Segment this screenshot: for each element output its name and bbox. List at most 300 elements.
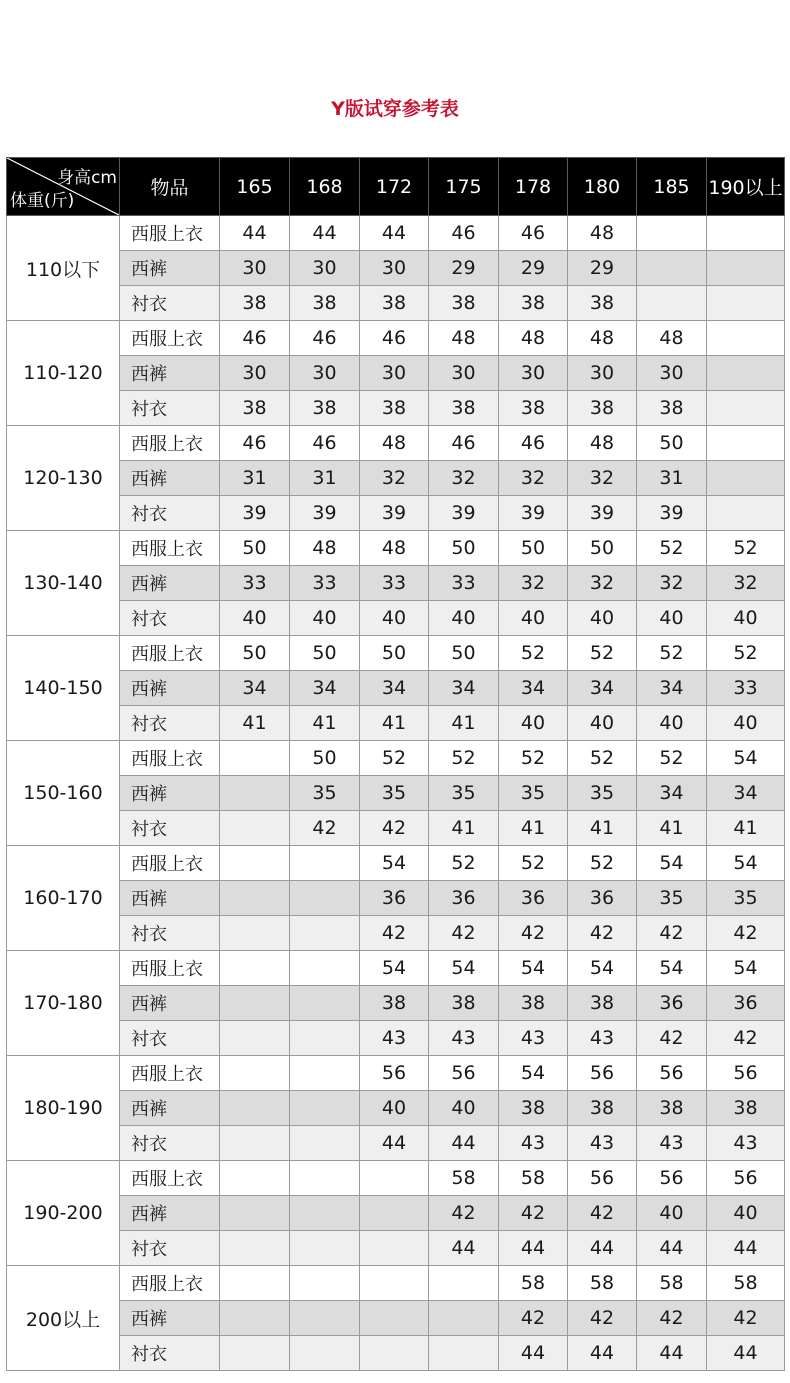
item-name-cell: 衬衣 <box>120 1126 220 1161</box>
item-name-cell: 西服上衣 <box>120 1266 220 1301</box>
table-row <box>7 1231 785 1266</box>
size-value-cell: 42 <box>499 1196 568 1231</box>
table-row <box>7 671 785 706</box>
size-value-cell: 38 <box>499 286 568 321</box>
size-value-cell: 30 <box>290 251 360 286</box>
size-value-cell: 48 <box>568 321 637 356</box>
size-value-cell: 42 <box>429 1196 499 1231</box>
size-value-cell: 35 <box>429 776 499 811</box>
size-value-cell: 41 <box>707 811 785 846</box>
size-value-cell: 42 <box>360 811 429 846</box>
size-value-cell: 52 <box>637 741 707 776</box>
item-name-cell: 西裤 <box>120 251 220 286</box>
weight-range-cell: 170-180 <box>7 951 120 1056</box>
item-name-cell: 西服上衣 <box>120 321 220 356</box>
size-value-cell: 52 <box>707 636 785 671</box>
table-row <box>7 356 785 391</box>
height-header: 165 <box>220 158 290 216</box>
size-value-cell: 48 <box>568 426 637 461</box>
table-row <box>7 776 785 811</box>
item-name-cell: 衬衣 <box>120 1336 220 1371</box>
size-value-cell <box>220 1336 290 1371</box>
item-name-cell: 西裤 <box>120 1091 220 1126</box>
size-value-cell: 46 <box>220 426 290 461</box>
size-value-cell <box>220 1021 290 1056</box>
size-value-cell: 29 <box>499 251 568 286</box>
height-axis-label: 身高cm <box>57 168 117 188</box>
size-value-cell: 38 <box>568 391 637 426</box>
size-value-cell <box>290 916 360 951</box>
size-value-cell: 52 <box>429 741 499 776</box>
size-value-cell: 30 <box>220 356 290 391</box>
size-value-cell: 44 <box>568 1336 637 1371</box>
item-name-cell: 衬衣 <box>120 601 220 636</box>
size-value-cell: 41 <box>360 706 429 741</box>
table-row <box>7 1126 785 1161</box>
size-value-cell: 52 <box>499 636 568 671</box>
table-row <box>7 321 785 356</box>
table-row <box>7 636 785 671</box>
size-value-cell: 30 <box>499 356 568 391</box>
size-value-cell: 40 <box>637 1196 707 1231</box>
item-name-cell: 西裤 <box>120 776 220 811</box>
size-value-cell: 36 <box>637 986 707 1021</box>
item-name-cell: 衬衣 <box>120 391 220 426</box>
size-value-cell: 42 <box>637 1301 707 1336</box>
size-value-cell: 30 <box>568 356 637 391</box>
item-name-cell: 西服上衣 <box>120 1056 220 1091</box>
size-value-cell: 41 <box>429 811 499 846</box>
height-header: 168 <box>290 158 360 216</box>
size-value-cell <box>707 251 785 286</box>
size-value-cell: 46 <box>290 321 360 356</box>
size-value-cell: 40 <box>360 1091 429 1126</box>
size-value-cell: 56 <box>568 1056 637 1091</box>
size-value-cell: 38 <box>290 286 360 321</box>
size-value-cell: 38 <box>568 986 637 1021</box>
size-value-cell: 39 <box>499 496 568 531</box>
size-value-cell: 40 <box>429 601 499 636</box>
table-row <box>7 391 785 426</box>
size-value-cell: 33 <box>707 671 785 706</box>
size-value-cell: 56 <box>637 1161 707 1196</box>
size-value-cell: 38 <box>568 286 637 321</box>
size-value-cell: 42 <box>707 916 785 951</box>
item-name-cell: 衬衣 <box>120 1021 220 1056</box>
size-value-cell: 33 <box>429 566 499 601</box>
size-value-cell: 50 <box>499 531 568 566</box>
size-value-cell: 43 <box>568 1126 637 1161</box>
size-value-cell: 32 <box>429 461 499 496</box>
size-value-cell: 40 <box>290 601 360 636</box>
table-row <box>7 426 785 461</box>
size-value-cell: 40 <box>707 706 785 741</box>
size-value-cell <box>707 461 785 496</box>
size-value-cell <box>707 496 785 531</box>
size-value-cell: 32 <box>360 461 429 496</box>
item-name-cell: 衬衣 <box>120 916 220 951</box>
table-row <box>7 1196 785 1231</box>
item-header: 物品 <box>120 158 220 216</box>
size-value-cell: 58 <box>707 1266 785 1301</box>
size-value-cell: 54 <box>429 951 499 986</box>
table-row <box>7 601 785 636</box>
size-value-cell: 50 <box>360 636 429 671</box>
size-value-cell: 50 <box>290 741 360 776</box>
item-name-cell: 西服上衣 <box>120 216 220 251</box>
table-row <box>7 1336 785 1371</box>
size-value-cell: 44 <box>360 1126 429 1161</box>
size-value-cell <box>360 1161 429 1196</box>
table-row <box>7 286 785 321</box>
size-value-cell: 36 <box>429 881 499 916</box>
table-row <box>7 1091 785 1126</box>
height-header: 178 <box>499 158 568 216</box>
weight-axis-label: 体重(斤) <box>10 191 75 211</box>
item-name-cell: 衬衣 <box>120 811 220 846</box>
size-value-cell: 54 <box>637 951 707 986</box>
weight-range-cell: 110-120 <box>7 321 120 426</box>
size-value-cell: 39 <box>220 496 290 531</box>
size-value-cell: 40 <box>707 601 785 636</box>
size-value-cell: 50 <box>429 636 499 671</box>
table-row <box>7 846 785 881</box>
size-value-cell: 34 <box>568 671 637 706</box>
size-value-cell: 58 <box>637 1266 707 1301</box>
table-row <box>7 706 785 741</box>
weight-range-cell: 190-200 <box>7 1161 120 1266</box>
table-row <box>7 1161 785 1196</box>
size-value-cell: 52 <box>707 531 785 566</box>
weight-range-cell: 140-150 <box>7 636 120 741</box>
size-value-cell: 41 <box>637 811 707 846</box>
size-value-cell: 33 <box>220 566 290 601</box>
size-value-cell: 31 <box>290 461 360 496</box>
item-name-cell: 西服上衣 <box>120 636 220 671</box>
size-value-cell: 48 <box>568 216 637 251</box>
size-value-cell: 38 <box>220 391 290 426</box>
size-value-cell: 54 <box>707 741 785 776</box>
size-value-cell <box>707 356 785 391</box>
size-value-cell <box>220 1126 290 1161</box>
size-value-cell: 52 <box>429 846 499 881</box>
size-value-cell: 41 <box>568 811 637 846</box>
item-name-cell: 西服上衣 <box>120 531 220 566</box>
size-value-cell: 48 <box>637 321 707 356</box>
size-value-cell <box>360 1266 429 1301</box>
size-value-cell: 38 <box>637 391 707 426</box>
size-value-cell <box>290 1161 360 1196</box>
size-value-cell: 42 <box>568 916 637 951</box>
weight-range-cell: 180-190 <box>7 1056 120 1161</box>
size-value-cell: 38 <box>429 986 499 1021</box>
size-value-cell <box>220 1301 290 1336</box>
size-value-cell: 46 <box>220 321 290 356</box>
size-value-cell: 30 <box>290 356 360 391</box>
size-value-cell: 34 <box>220 671 290 706</box>
table-body <box>7 216 785 1371</box>
size-value-cell <box>220 776 290 811</box>
size-value-cell <box>429 1336 499 1371</box>
size-value-cell <box>220 811 290 846</box>
size-value-cell: 54 <box>707 846 785 881</box>
size-value-cell: 34 <box>637 776 707 811</box>
size-value-cell: 44 <box>707 1336 785 1371</box>
size-value-cell <box>290 1056 360 1091</box>
size-value-cell: 30 <box>360 251 429 286</box>
size-value-cell: 42 <box>707 1301 785 1336</box>
table-row <box>7 566 785 601</box>
item-name-cell: 西裤 <box>120 881 220 916</box>
size-value-cell: 44 <box>499 1231 568 1266</box>
weight-range-cell: 200以上 <box>7 1266 120 1371</box>
item-name-cell: 西服上衣 <box>120 846 220 881</box>
size-value-cell: 56 <box>360 1056 429 1091</box>
size-value-cell: 52 <box>499 741 568 776</box>
table-row <box>7 216 785 251</box>
size-value-cell: 38 <box>499 986 568 1021</box>
size-value-cell: 54 <box>707 951 785 986</box>
size-value-cell: 30 <box>637 356 707 391</box>
item-name-cell: 衬衣 <box>120 496 220 531</box>
size-value-cell: 40 <box>499 706 568 741</box>
table-row <box>7 251 785 286</box>
size-value-cell: 58 <box>499 1266 568 1301</box>
size-value-cell: 46 <box>499 216 568 251</box>
size-value-cell: 42 <box>568 1301 637 1336</box>
size-value-cell: 35 <box>360 776 429 811</box>
size-value-cell: 35 <box>290 776 360 811</box>
size-value-cell: 56 <box>707 1056 785 1091</box>
size-value-cell: 29 <box>429 251 499 286</box>
size-value-cell <box>220 846 290 881</box>
size-value-cell: 34 <box>499 671 568 706</box>
size-value-cell: 32 <box>568 566 637 601</box>
size-value-cell <box>220 951 290 986</box>
table-row <box>7 1056 785 1091</box>
table-row <box>7 531 785 566</box>
size-value-cell: 43 <box>707 1126 785 1161</box>
weight-range-cell: 120-130 <box>7 426 120 531</box>
size-value-cell: 40 <box>429 1091 499 1126</box>
size-value-cell: 32 <box>637 566 707 601</box>
size-value-cell: 50 <box>220 636 290 671</box>
size-value-cell: 48 <box>360 531 429 566</box>
size-value-cell: 38 <box>429 391 499 426</box>
size-value-cell <box>290 1126 360 1161</box>
size-value-cell: 32 <box>568 461 637 496</box>
size-value-cell <box>290 1336 360 1371</box>
item-name-cell: 西裤 <box>120 356 220 391</box>
weight-range-cell: 130-140 <box>7 531 120 636</box>
size-value-cell: 38 <box>360 986 429 1021</box>
size-value-cell <box>220 881 290 916</box>
size-value-cell <box>220 1091 290 1126</box>
table-row <box>7 1266 785 1301</box>
size-value-cell <box>290 986 360 1021</box>
size-value-cell: 52 <box>568 741 637 776</box>
size-value-cell: 40 <box>220 601 290 636</box>
table-row <box>7 461 785 496</box>
size-value-cell: 29 <box>568 251 637 286</box>
size-value-cell: 58 <box>429 1161 499 1196</box>
size-value-cell <box>290 1196 360 1231</box>
size-value-cell: 32 <box>499 566 568 601</box>
size-value-cell: 43 <box>568 1021 637 1056</box>
size-value-cell: 42 <box>568 1196 637 1231</box>
size-value-cell: 31 <box>637 461 707 496</box>
size-value-cell <box>220 741 290 776</box>
table-row <box>7 496 785 531</box>
item-name-cell: 衬衣 <box>120 706 220 741</box>
size-value-cell: 38 <box>360 286 429 321</box>
size-value-cell <box>290 1266 360 1301</box>
page-title: Y版试穿参考表 <box>331 98 459 120</box>
size-value-cell: 38 <box>707 1091 785 1126</box>
size-value-cell: 58 <box>499 1161 568 1196</box>
size-value-cell: 36 <box>707 986 785 1021</box>
size-value-cell <box>290 951 360 986</box>
size-value-cell: 42 <box>637 916 707 951</box>
size-value-cell: 41 <box>220 706 290 741</box>
size-value-cell: 38 <box>290 391 360 426</box>
size-value-cell: 33 <box>290 566 360 601</box>
size-value-cell <box>290 1021 360 1056</box>
size-value-cell: 39 <box>637 496 707 531</box>
size-value-cell: 56 <box>568 1161 637 1196</box>
size-value-cell: 50 <box>568 531 637 566</box>
size-value-cell: 54 <box>499 1056 568 1091</box>
size-value-cell: 33 <box>360 566 429 601</box>
size-value-cell <box>220 1231 290 1266</box>
size-value-cell: 43 <box>499 1021 568 1056</box>
size-value-cell: 56 <box>429 1056 499 1091</box>
table-row <box>7 916 785 951</box>
size-value-cell: 35 <box>637 881 707 916</box>
size-value-cell: 48 <box>499 321 568 356</box>
height-header: 172 <box>360 158 429 216</box>
size-value-cell: 54 <box>637 846 707 881</box>
height-header: 175 <box>429 158 499 216</box>
weight-range-cell: 160-170 <box>7 846 120 951</box>
size-value-cell: 44 <box>637 1231 707 1266</box>
size-value-cell: 41 <box>429 706 499 741</box>
height-header: 190以上 <box>707 158 785 216</box>
size-value-cell: 52 <box>568 636 637 671</box>
size-value-cell: 40 <box>499 601 568 636</box>
size-value-cell: 56 <box>637 1056 707 1091</box>
item-name-cell: 西服上衣 <box>120 741 220 776</box>
size-value-cell: 50 <box>429 531 499 566</box>
size-value-cell: 30 <box>220 251 290 286</box>
size-value-cell: 54 <box>499 951 568 986</box>
size-value-cell <box>707 286 785 321</box>
weight-range-cell: 150-160 <box>7 741 120 846</box>
height-header: 185 <box>637 158 707 216</box>
size-value-cell: 54 <box>360 846 429 881</box>
item-name-cell: 西服上衣 <box>120 951 220 986</box>
size-value-cell: 50 <box>637 426 707 461</box>
size-value-cell: 38 <box>499 391 568 426</box>
table-row <box>7 951 785 986</box>
item-name-cell: 衬衣 <box>120 286 220 321</box>
size-value-cell <box>290 1231 360 1266</box>
size-value-cell <box>220 1266 290 1301</box>
size-reference-table <box>6 157 785 1371</box>
size-value-cell <box>360 1231 429 1266</box>
size-value-cell: 44 <box>429 1231 499 1266</box>
size-value-cell <box>290 1301 360 1336</box>
size-value-cell: 46 <box>290 426 360 461</box>
size-value-cell <box>637 251 707 286</box>
size-value-cell <box>707 391 785 426</box>
size-value-cell <box>429 1266 499 1301</box>
size-value-cell <box>220 1056 290 1091</box>
size-value-cell: 36 <box>568 881 637 916</box>
size-value-cell: 43 <box>429 1021 499 1056</box>
size-value-cell: 42 <box>637 1021 707 1056</box>
size-value-cell: 32 <box>499 461 568 496</box>
size-value-cell: 46 <box>499 426 568 461</box>
size-value-cell <box>707 426 785 461</box>
size-value-cell: 39 <box>568 496 637 531</box>
size-value-cell: 36 <box>499 881 568 916</box>
size-value-cell: 34 <box>429 671 499 706</box>
size-value-cell: 44 <box>360 216 429 251</box>
header-row <box>7 158 785 216</box>
item-name-cell: 西服上衣 <box>120 1161 220 1196</box>
table-row <box>7 881 785 916</box>
size-value-cell: 35 <box>707 881 785 916</box>
item-name-cell: 西裤 <box>120 1301 220 1336</box>
size-value-cell: 38 <box>220 286 290 321</box>
table-row <box>7 1301 785 1336</box>
item-name-cell: 衬衣 <box>120 1231 220 1266</box>
size-value-cell <box>360 1336 429 1371</box>
weight-range-cell: 110以下 <box>7 216 120 321</box>
size-value-cell: 54 <box>360 951 429 986</box>
size-value-cell: 46 <box>360 321 429 356</box>
size-value-cell: 30 <box>429 356 499 391</box>
size-value-cell: 50 <box>220 531 290 566</box>
size-value-cell: 54 <box>568 951 637 986</box>
size-value-cell: 41 <box>499 811 568 846</box>
size-value-cell: 40 <box>707 1196 785 1231</box>
size-value-cell: 38 <box>637 1091 707 1126</box>
size-value-cell: 52 <box>360 741 429 776</box>
size-value-cell: 39 <box>360 496 429 531</box>
size-value-cell: 43 <box>360 1021 429 1056</box>
size-value-cell <box>220 916 290 951</box>
size-value-cell: 50 <box>290 636 360 671</box>
size-value-cell: 42 <box>429 916 499 951</box>
size-value-cell: 42 <box>290 811 360 846</box>
size-value-cell: 44 <box>499 1336 568 1371</box>
height-header: 180 <box>568 158 637 216</box>
size-value-cell: 44 <box>429 1126 499 1161</box>
size-value-cell: 58 <box>568 1266 637 1301</box>
size-value-cell: 46 <box>429 216 499 251</box>
size-value-cell <box>429 1301 499 1336</box>
size-value-cell: 52 <box>637 636 707 671</box>
size-value-cell: 42 <box>499 1301 568 1336</box>
size-value-cell: 36 <box>360 881 429 916</box>
table-row <box>7 1021 785 1056</box>
item-name-cell: 西裤 <box>120 1196 220 1231</box>
size-value-cell: 34 <box>290 671 360 706</box>
size-value-cell: 39 <box>429 496 499 531</box>
size-value-cell: 40 <box>360 601 429 636</box>
